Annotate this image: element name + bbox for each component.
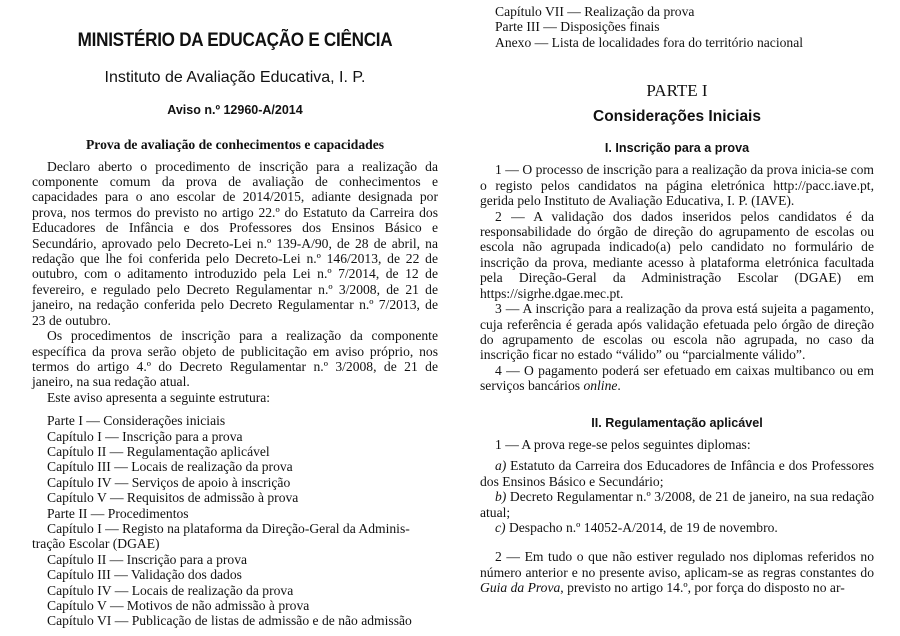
structure-item: Capítulo I — Inscrição para a prova <box>47 428 243 444</box>
section-paragraph <box>480 549 874 595</box>
list-text: Decreto Regulamentar n.º 3/2008, de 21 de janeiro, na sua redação atual; <box>480 489 874 520</box>
structure-item: Capítulo IV — Serviços de apoio à inscrição <box>47 474 291 490</box>
intro-paragraph-2: Os procedimentos de inscrição para a realização da componente específica da prova serão objeto de publicitação em aviso próprio, nos termos do artigo 4.º do Decreto Regulamentar n.º 3/2008, de 21 de janeiro, na sua redação atual. <box>32 328 438 390</box>
structure-item: Capítulo I — Registo na plataforma da Direção-Geral da Adminis- <box>47 520 410 536</box>
structure-item: Capítulo II — Regulamentação aplicável <box>47 443 270 459</box>
list-letter: c) <box>495 519 506 535</box>
list-item <box>480 458 874 489</box>
structure-item: Capítulo IV — Locais de realização da prova <box>47 582 294 598</box>
list-item <box>480 520 874 535</box>
section-paragraph: 3 — A inscrição para a realização da prova está sujeita a pagamento, cuja referência é gerada após validação efetuada pelo órgão de direção do agrupamento de escolas ou escola não agrupada, no caso da inscrição ficar no estado “válido” ou “parcialmente válido”. <box>480 301 874 363</box>
paragraph-text: . <box>617 378 621 394</box>
list-letter: a) <box>495 458 507 474</box>
section-paragraph <box>480 363 874 394</box>
right-column <box>480 0 874 596</box>
structure-item: Capítulo III — Locais de realização da prova <box>47 459 293 475</box>
list-letter: b) <box>495 489 507 505</box>
list-text: Estatuto da Carreira dos Educadores de Infância e dos Professores dos Ensinos Básico e Secundário; <box>480 458 874 489</box>
document-title: Prova de avaliação de conhecimentos e capacidades <box>85 137 385 153</box>
list-text: Despacho n.º 14052-A/2014, de 19 de novembro. <box>505 519 778 535</box>
list-item <box>480 489 874 520</box>
intro-paragraph-1: Declaro aberto o procedimento de inscrição para a realização da componente comum da prova de avaliação de conhecimentos e capacidades para o ano escolar de 2014/2015, adiante designada por prova, nos termos do previsto no artigo 22.º do Estatuto da Carreira dos Educadores de Infância e dos Professores dos Ensinos Básico e Secundário, aprovado pelo Decreto-Lei n.º 139-A/90, de 28 de abril, na redação que lhe foi conferida pelo Decreto-Lei n.º 146/2013, de 22 de outubro, com o aditamento introduzido pela Lei n.º 7/2014, de 12 de fevereiro, e regulado pelo Decreto Regulamentar n.º 3/2008, de 21 de janeiro, na redação conferida pelo Decreto Regulamentar n.º 7/2013, de 23 de outubro. <box>32 158 438 328</box>
structure-item: Capítulo VII — Realização da prova <box>495 4 695 19</box>
structure-item: Parte III — Disposições finais <box>495 19 660 35</box>
structure-item: Capítulo III — Validação dos dados <box>47 567 242 583</box>
part-title: PARTE I <box>646 81 708 101</box>
paragraph-text: , previsto no artigo 14.º, por força do disposto no ar- <box>560 580 845 596</box>
structure-item-continuation: tração Escolar (DGAE) <box>32 536 160 552</box>
structure-list-continued <box>480 4 874 50</box>
structure-item: Parte II — Procedimentos <box>47 505 189 521</box>
section-title: II. Regulamentação aplicável <box>591 415 763 430</box>
structure-item: Anexo — Lista de localidades fora do território nacional <box>495 34 804 50</box>
section-title: I. Inscrição para a prova <box>604 141 750 156</box>
ministry-heading: MINISTÉRIO DA EDUCAÇÃO E CIÊNCIA <box>77 30 393 51</box>
structure-item: Capítulo II — Inscrição para a prova <box>47 551 248 567</box>
paragraph-text: 2 — Em tudo o que não estiver regulado nos diplomas referidos no número anterior e no presente aviso, aplicam-se as regras constantes do <box>480 549 874 580</box>
notice-number: Aviso n.º 12960-A/2014 <box>167 102 303 117</box>
italic-term: online <box>583 378 618 394</box>
intro-paragraph-3: Este aviso apresenta a seguinte estrutura: <box>47 389 271 405</box>
structure-item: Capítulo V — Motivos de não admissão à prova <box>47 598 310 613</box>
institute-name: Instituto de Avaliação Educativa, I. P. <box>104 69 366 87</box>
structure-list <box>32 413 438 629</box>
italic-term: Guia da Prova <box>480 580 561 596</box>
section-paragraph: 2 — A validação dos dados inseridos pelos candidatos é da responsabilidade do órgão de direção do agrupamento de escolas ou escola não agrupada indicado(a) pelo candidato no formulário de inscrição da prova, mediante acesso à plataforma eletrónica facultada pela Direção-Geral da Administração Escolar (DGAE) em https://sigrhe.dgae.mec.pt. <box>480 208 874 301</box>
diploma-list <box>480 458 874 535</box>
structure-item: Parte I — Considerações iniciais <box>47 413 226 429</box>
paragraph-text: 4 — O pagamento poderá ser efetuado em caixas multibanco ou em serviços bancários <box>480 362 874 394</box>
section-paragraph: 1 — O processo de inscrição para a realização da prova inicia-se com o registo pelos candidatos na página eletrónica http://pacc.iave.pt, gerida pelo Instituto de Avaliação Educativa, I. P. (IAVE). <box>480 162 874 209</box>
section-paragraph: 1 — A prova rege-se pelos seguintes diplomas: <box>495 436 751 452</box>
structure-item: Capítulo V — Requisitos de admissão à prova <box>47 490 299 506</box>
left-column <box>32 0 438 629</box>
part-subtitle: Considerações Iniciais <box>593 107 761 125</box>
structure-item: Capítulo VI — Publicação de listas de admissão e de não admissão <box>47 613 412 629</box>
